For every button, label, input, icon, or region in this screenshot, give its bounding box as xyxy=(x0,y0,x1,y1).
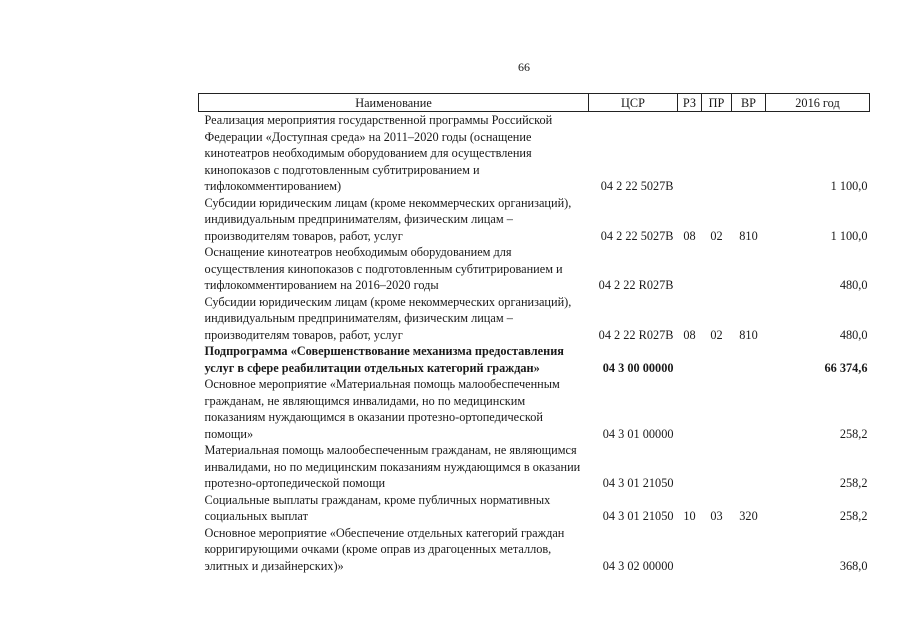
row-pr xyxy=(702,376,732,442)
table-row xyxy=(199,376,870,442)
row-vr: 810 xyxy=(739,327,758,342)
row-rz xyxy=(678,525,702,575)
row-amount: 258,2 xyxy=(839,426,868,441)
row-amount: 258,2 xyxy=(839,476,868,490)
row-csr: 04 2 22 5027В xyxy=(600,179,674,193)
row-pr xyxy=(702,442,732,492)
row-vr xyxy=(732,244,766,294)
table-row xyxy=(199,244,870,294)
row-csr: 04 3 01 00000 xyxy=(602,426,674,441)
row-name: Основное мероприятие «Обеспечение отдельных категорий граждан корригирующими очками (кроме оправ из драгоценных металлов, элитных и дизайнерских)» xyxy=(204,525,565,573)
header-rz: РЗ xyxy=(678,94,702,112)
page-number: 66 xyxy=(518,60,530,74)
row-csr: 04 2 22 R027В xyxy=(598,278,674,292)
table-row xyxy=(199,343,870,376)
table-row xyxy=(199,112,870,195)
row-rz xyxy=(678,343,702,376)
table-row xyxy=(199,442,870,492)
row-rz xyxy=(678,376,702,442)
row-csr: 04 3 02 00000 xyxy=(602,558,674,573)
row-pr: 03 xyxy=(710,509,723,523)
row-amount: 1 100,0 xyxy=(830,179,868,193)
row-pr: 02 xyxy=(710,327,723,342)
header-row xyxy=(199,94,870,112)
row-amount: 368,0 xyxy=(839,558,868,573)
row-pr: 02 xyxy=(710,228,723,243)
row-name: Оснащение кинотеатров необходимым оборудованием для осуществления кинопоказов с подготовленным субтитрированием и тифлокомментированием на 2016–2020 годы xyxy=(204,245,563,292)
row-pr xyxy=(702,525,732,575)
table-row xyxy=(199,294,870,344)
row-vr xyxy=(732,343,766,376)
row-pr xyxy=(702,244,732,294)
header-csr: ЦСР xyxy=(589,94,678,112)
header-pr: ПР xyxy=(702,94,732,112)
row-vr xyxy=(732,525,766,575)
row-csr: 04 3 01 21050 xyxy=(602,476,674,490)
row-rz: 08 xyxy=(683,228,696,243)
row-rz: 08 xyxy=(683,327,696,342)
row-name: Реализация мероприятия государственной программы Российской Федерации «Доступная среда» на 2011–2020 годы (оснащение кинотеатров необходимым оборудованием для осуществления кинопоказов с подготовленным субтитрированием и тифлокомментированием) xyxy=(204,113,553,193)
table-row xyxy=(199,195,870,245)
header-year: 2016 год xyxy=(766,94,870,112)
row-rz xyxy=(678,442,702,492)
row-rz xyxy=(678,112,702,195)
table-header xyxy=(199,94,870,112)
row-amount: 480,0 xyxy=(839,278,868,292)
row-vr xyxy=(732,442,766,492)
row-name: Основное мероприятие «Материальная помощь малообеспеченным гражданам, не являющимся инвалидами, но по медицинским показаниям нуждающимся в оказании протезно-ортопедической помощи» xyxy=(204,377,560,441)
row-vr xyxy=(732,376,766,442)
row-amount: 480,0 xyxy=(839,327,868,342)
row-name: Субсидии юридическим лицам (кроме некоммерческих организаций), индивидуальным предпринимателям, физическим лицам – производителям товаров, работ, услуг xyxy=(204,294,572,342)
table-row xyxy=(199,525,870,575)
row-name: Материальная помощь малообеспеченным гражданам, не являющимся инвалидами, но по медицинским показаниям нуждающимся в оказании протезно-ортопедической помощи xyxy=(204,443,581,490)
row-rz xyxy=(678,244,702,294)
row-csr: 04 2 22 R027В xyxy=(598,327,674,342)
row-vr xyxy=(732,112,766,195)
row-pr xyxy=(702,112,732,195)
row-amount: 258,2 xyxy=(839,509,868,523)
row-csr: 04 2 22 5027В xyxy=(600,228,674,243)
table-row xyxy=(199,492,870,525)
row-csr: 04 3 00 00000 xyxy=(602,360,674,375)
header-name: Наименование xyxy=(199,94,589,112)
row-name: Подпрограмма «Совершенствование механизма предоставления услуг в сфере реабилитации отдельных категорий граждан» xyxy=(204,344,564,375)
budget-table xyxy=(198,93,870,574)
table-body xyxy=(199,112,870,575)
header-vr: ВР xyxy=(732,94,766,112)
row-amount: 1 100,0 xyxy=(830,228,868,243)
row-amount: 66 374,6 xyxy=(824,360,868,375)
row-vr: 810 xyxy=(739,228,758,243)
row-pr xyxy=(702,343,732,376)
row-vr: 320 xyxy=(739,509,758,523)
row-csr: 04 3 01 21050 xyxy=(602,509,674,523)
row-name: Субсидии юридическим лицам (кроме некоммерческих организаций), индивидуальным предпринимателям, физическим лицам – производителям товаров, работ, услуг xyxy=(204,195,572,243)
row-name: Социальные выплаты гражданам, кроме публичных нормативных социальных выплат xyxy=(204,492,551,523)
row-rz: 10 xyxy=(683,509,696,523)
